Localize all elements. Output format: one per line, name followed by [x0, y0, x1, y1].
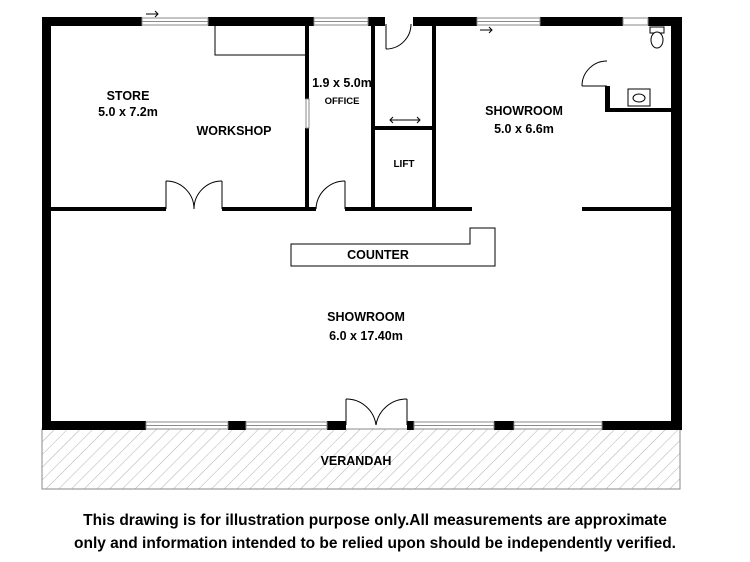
partition	[215, 26, 305, 55]
room-label-counter	[328, 248, 428, 264]
verandah-name: VERANDAH	[320, 454, 392, 468]
store-size: 5.0 x 7.2m	[98, 104, 158, 119]
store-name: STORE	[106, 89, 150, 103]
lift-name: LIFT	[393, 159, 415, 170]
room-label-showroom-main	[296, 310, 436, 344]
room-label-store	[78, 89, 178, 120]
showroom-upper-name: SHOWROOM	[485, 104, 563, 118]
door-swings	[166, 24, 607, 425]
basin-fixture	[628, 89, 650, 106]
disclaimer-line-1: This drawing is for illustration purpose only.All measurements are approximate	[83, 512, 667, 529]
windows	[142, 18, 648, 429]
disclaimer-line-2: only and information intended to be relied upon should be independently verified.	[74, 535, 676, 552]
office-name: OFFICE	[324, 95, 360, 107]
office-size: 1.9 x 5.0m	[312, 76, 372, 90]
workshop-name: WORKSHOP	[196, 124, 272, 138]
disclaimer	[0, 509, 750, 555]
room-label-showroom-upper	[464, 104, 584, 137]
showroom-upper-size: 5.0 x 6.6m	[494, 121, 554, 136]
showroom-main-size: 6.0 x 17.40m	[329, 328, 403, 343]
counter-name: COUNTER	[347, 248, 409, 262]
room-label-office	[310, 76, 374, 108]
room-label-lift	[378, 159, 430, 172]
showroom-main-name: SHOWROOM	[327, 310, 405, 324]
toilet-fixture	[650, 27, 664, 48]
room-label-workshop	[184, 124, 284, 140]
room-label-verandah	[296, 454, 416, 470]
